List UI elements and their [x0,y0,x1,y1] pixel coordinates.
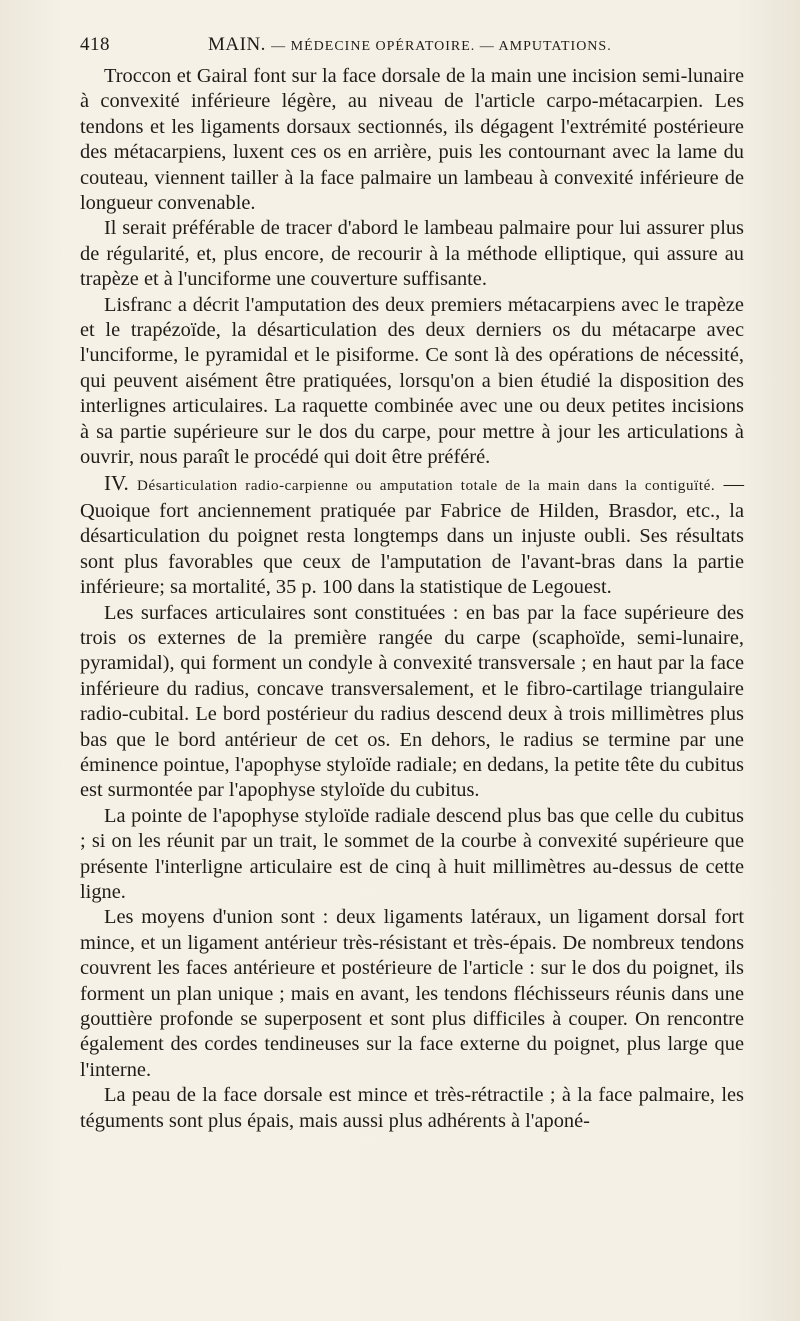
paragraph-3: Lisfranc a décrit l'amputation des deux premiers métacarpiens avec le trapèze et le trapézoïde, la désarticulation des deux derniers os du métacarpe avec l'unciforme, le pyramidal et le pisiforme. Ce sont là des opérations de nécessité, qui peuvent aisément être pratiquées, lorsqu'on a bien étudié la disposition des interlignes articulaires. La raquette combinée avec une ou deux petites incisions à sa partie supérieure sur le dos du carpe, pour mettre à jour les articulations à ouvrir, nous paraît le procédé qui doit être préféré. [80,293,744,469]
running-title-main: MAIN. [208,34,266,55]
page-number: 418 [80,34,110,55]
paragraph-7: Les moyens d'union sont : deux ligaments latéraux, un ligament dorsal fort mince, et un ligament antérieur très-résistant et très-épais. De nombreux tendons couvrent les faces antérieure et postérieure de l'article : sur le dos du poignet, ils forment un plan unique ; mais en avant, les tendons fléchisseurs réunis dans une gouttière profonde se superposent et sont plus difficiles à couper. On rencontre également des cordes tendineuses sur la face externe du poignet, plus large que l'interne. [80,906,744,1081]
paragraph-8: La peau de la face dorsale est mince et très-rétractile ; à la face palmaire, les téguments sont plus épais, mais aussi plus adhérents à l'aponé- [80,1084,744,1132]
section-heading: Désarticulation radio-carpienne ou amputation totale de la main dans la contiguïté. [137,477,716,494]
running-title-section: — MÉDECINE OPÉRATOIRE. — AMPUTATIONS. [271,39,612,54]
running-title [208,34,612,56]
section-text: — Quoique fort anciennement pratiquée par Fabrice de Hilden, Brasdor, etc., la désarticulation du poignet resta longtemps dans un injuste oubli. Ses résultats sont plus favorables que ceux de l'amputation de l'avant-bras dans la partie inférieure; sa mortalité, 35 p. 100 dans la statistique de Legouest. [80,472,744,599]
paragraph-6: La pointe de l'apophyse styloïde radiale descend plus bas que celle du cubitus ; si on les réunit par un trait, le sommet de la courbe à convexité supérieure que présente l'interligne articulaire est de cinq à huit millimètres au-dessus de cette ligne. [80,804,744,903]
paragraph-5: Les surfaces articulaires sont constituées : en bas par la face supérieure des trois os externes de la première rangée du carpe (scaphoïde, semi-lunaire, pyramidal), qui forment un condyle à convexité transversale ; en haut par la face inférieure du radius, concave transversalement, et le fibro-cartilage triangulaire radio-cubital. Le bord postérieur du radius descend deux à trois millimètres plus bas que le bord antérieur de cet os. En dehors, le radius se termine par une éminence pointue, l'apophyse styloïde radiale; en dedans, la petite tête du cubitus est surmontée par l'apophyse styloïde du cubitus. [80,601,744,802]
section-numeral: IV. [104,470,129,495]
paragraph-1: Troccon et Gairal font sur la face dorsale de la main une incision semi-lunaire à convexité inférieure légère, au niveau de l'article carpo-métacarpien. Les tendons et les ligaments dorsaux sectionnés, ils dégagent l'extrémité postérieure des métacarpiens, luxent ces os en arrière, puis les contournant avec la lame du couteau, viennent tailler à la face palmaire un lambeau à convexité inférieure de longueur convenable. [80,65,744,215]
running-header [80,34,742,58]
page-body [80,64,744,1134]
paragraph-2: Il serait préférable de tracer d'abord le lambeau palmaire pour lui assurer plus de régularité, et, plus encore, de recourir à la méthode elliptique, qui assure au trapèze et à l'unciforme une couverture suffisante. [80,217,744,291]
paragraph-4-section-iv [80,471,744,601]
